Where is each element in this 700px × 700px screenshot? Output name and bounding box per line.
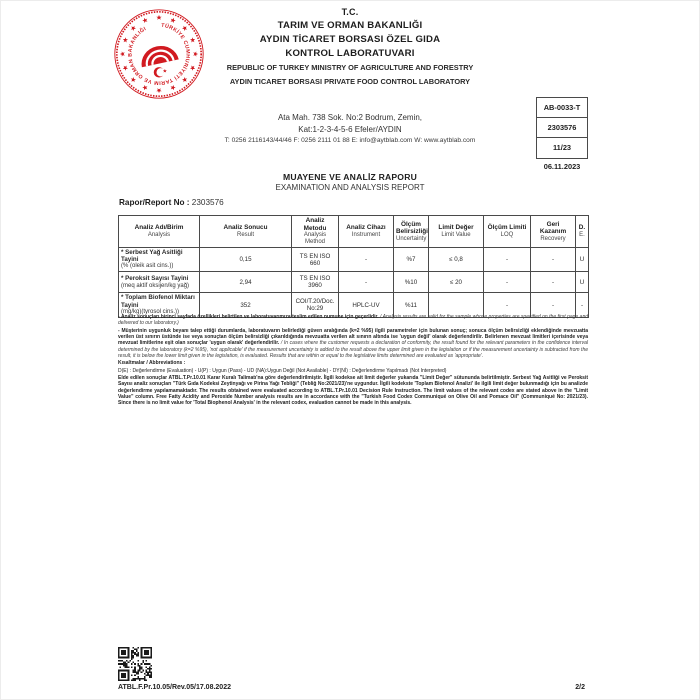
document-code: ATBL.F.Pr.10.05/Rev.05/17.08.2022	[118, 684, 231, 691]
analysis-result: 352	[200, 293, 292, 317]
analysis-method: COI/T.20/Doc. No:29	[292, 293, 339, 317]
report-title-block	[151, 172, 549, 192]
table-header-row	[119, 216, 589, 248]
page-number: 2/2	[575, 684, 585, 691]
analysis-instrument: -	[339, 248, 394, 272]
report-number-label: Rapor/Report No :	[119, 198, 190, 207]
analysis-name: * Toplam Biofenol Miktarı Tayini (mg/kg)(tyrosol cins.))	[119, 293, 200, 317]
col-uncertainty: Ölçüm Belirsizliği Uncertainty	[394, 216, 429, 248]
abbreviations-line: D(E) : Değerlendirme (Evaluation) - U(P) : Uygun (Pass) - UD (NA):Uygun Değil (Not Available) - DY(Nİ) : Değerlendirme Yapılmadı (Not Interpreted)	[118, 367, 447, 374]
analysis-name: * Peroksit Sayısı Tayini (meq aktif oksijen/kg yağ)	[119, 272, 200, 293]
col-loq: Ölçüm Limiti LOQ	[484, 216, 531, 248]
footnote-conformity: - Müşterinin uygunluk beyanı talep ettiği durumlarda, laboratuvarın belirlediği güven aralığında (k=2 %95) ilgili parametreler için bulunan sonuç; sonuca ölçüm belirsizliği eklendiğinde mevzuatta verilen üst sınırın üstünde ise veya sonuçtan ölçüm belirsizliği çıkarıldığında mevzuatta verilen alt sınırın altında ise 'uygun değil' olarak değerlendirilir. Belirlenen mevzuat limitleri içerisinde veya mevzuat limitlerine eşit olan sonuçlar 'uygun olarak' değerlendirilir. / In cases where the customer requests a declaration of conformity, the result found for the relevant parameters in the confidence interval determined by the laboratory (k=2 %95), 'not applicable' if the measurement uncertainty is added to the result above the upper limit given in the legislation or if the measurement uncertainty is subtracted from the result, it is below the lower limit given in the legislation, is evaluated. Results that are within or equal to the legislative limits determined are evaluated as 'appropriate'.	[118, 327, 588, 360]
col-instrument: Analiz Cihazı Instrument	[339, 216, 394, 248]
footnote-validity: - Analiz sonuçları birinci sayfada özellikleri belirtilen ve laboratuvarımıza teslim edilen numune için geçerlidir. / Analysis results are valid for the sample whose properties are specified on the first page and delivered to our laboratory.)	[118, 314, 588, 327]
report-number-line	[119, 198, 224, 207]
analysis-recovery: -	[531, 293, 576, 317]
report-title-tr: MUAYENE VE ANALİZ RAPORU	[282, 172, 418, 182]
footnotes	[118, 314, 588, 408]
letterhead-line5: AYDIN TICARET BORSASI PRIVATE FOOD CONTROL LABORATORY	[229, 76, 471, 86]
col-recovery: Geri Kazanım Recovery	[531, 216, 576, 248]
analysis-limit: ≤ 20	[429, 272, 484, 293]
col-method: Analiz Metodu Analysis Method	[292, 216, 339, 248]
analysis-table-wrap	[118, 215, 588, 318]
info-period: 11/23	[552, 143, 572, 152]
table-row	[119, 248, 589, 272]
analysis-loq: -	[484, 248, 531, 272]
page-footer	[118, 684, 585, 691]
analysis-result: 2,94	[200, 272, 292, 293]
accreditation-number: AB-0033-T	[537, 98, 587, 118]
analysis-method: TS EN ISO 3960	[292, 272, 339, 293]
letterhead-line2: AYDIN TİCARET BORSASI ÖZEL GIDA	[259, 34, 441, 45]
analysis-evaluation: U	[576, 272, 589, 293]
address-line2: Kat:1-2-3-4-5-6 Efeler/AYDIN	[298, 124, 402, 134]
info-report-number: 2303576	[537, 118, 587, 138]
analysis-name: * Serbest Yağ Asitliği Tayini (% (oleik asit cins.))	[119, 248, 200, 272]
report-number-value: 2303576	[191, 198, 224, 207]
qr-code	[118, 647, 152, 681]
analysis-recovery: -	[531, 248, 576, 272]
abbreviations-title: Kısaltmalar / Abbreviations :	[118, 360, 186, 367]
analysis-recovery: -	[531, 272, 576, 293]
analysis-uncertainty: %10	[394, 272, 429, 293]
col-limit-value: Limit Değer Limit Value	[429, 216, 484, 248]
letterhead-line3: KONTROL LABORATUVARI	[285, 48, 415, 59]
col-evaluation: D. E.	[576, 216, 589, 248]
svg-text:TÜRKİYE CUMHURİYETİ TARIM VE O: TÜRKİYE CUMHURİYETİ TARIM VE ORMAN BAKANLIĞI	[127, 22, 191, 86]
letterhead	[151, 7, 549, 88]
analysis-loq: -	[484, 293, 531, 317]
analysis-method: TS EN ISO 660	[292, 248, 339, 272]
table-row	[119, 272, 589, 293]
analysis-instrument: HPLC-UV	[339, 293, 394, 317]
letterhead-tc: T.C.	[341, 7, 359, 17]
letterhead-line1: TARIM VE ORMAN BAKANLIĞI	[277, 20, 423, 31]
address-block	[151, 112, 549, 147]
analysis-table	[118, 215, 589, 318]
analysis-evaluation: U	[576, 248, 589, 272]
analysis-uncertainty: %11	[394, 293, 429, 317]
analysis-limit: ≤ 0,8	[429, 248, 484, 272]
info-box	[536, 97, 588, 159]
address-contact-line: T: 0256 2116143/44/46 F: 0256 2111 01 88 E: info@aytblab.com W: www.aytblab.com	[224, 137, 476, 144]
analysis-loq: -	[484, 272, 531, 293]
analysis-instrument: -	[339, 272, 394, 293]
analysis-uncertainty: %7	[394, 248, 429, 272]
report-date: 06.11.2023	[543, 162, 581, 171]
report-title-en: EXAMINATION AND ANALYSIS REPORT	[275, 183, 425, 192]
analysis-result: 0,15	[200, 248, 292, 272]
address-line1: Ata Mah. 738 Sok. No:2 Bodrum, Zemin,	[277, 113, 423, 122]
footnote-evaluation: Elde edilen sonuçlar ATBL.T.Pr.10.01 Karar Kuralı Talimatı'na göre değerlendirilmiştir. İlgili kodekse ait limit değerler yukarıda "Limit Değer" sütununda belirtilmiştir. Serbest Yağ Asitliği ve Peroksit Sayısı analiz sonuçları "Türk Gıda Kodeksi Zeytinyağı ve Pirina Yağı Tebliği" (Tebliğ No:2021/23)'ne uygundur. İlgili kodekste 'Toplam Biofenol Analizi' ile ilgili limit değer bulunmadığı için bu analizde değerlendirme yapılamamaktadır. The results obtained were evaluated according to ATBL.T.Pr.10.01 Decision Rule Instruction. The limit values of the relevant codex are stated above in the "Limit Value" column. Free Fatty Acidity and Peroxide Number analysis results are in accordance with the "Turkish Food Codex Communiqué on Olive Oil and Pomace Oil" (Communiqué No: 2021/23). Since there is no limit value for 'Total Biophenol Analysis' in the relevant codex, evaluation cannot be made in this analysis.	[118, 375, 588, 407]
col-result: Analiz Sonucu Result	[200, 216, 292, 248]
col-analysis: Analiz Adı/Birim Analysis	[119, 216, 200, 248]
letterhead-line4: REPUBLIC OF TURKEY MINISTRY OF AGRICULTURE AND FORESTRY	[226, 63, 474, 72]
analysis-evaluation: -	[576, 293, 589, 317]
